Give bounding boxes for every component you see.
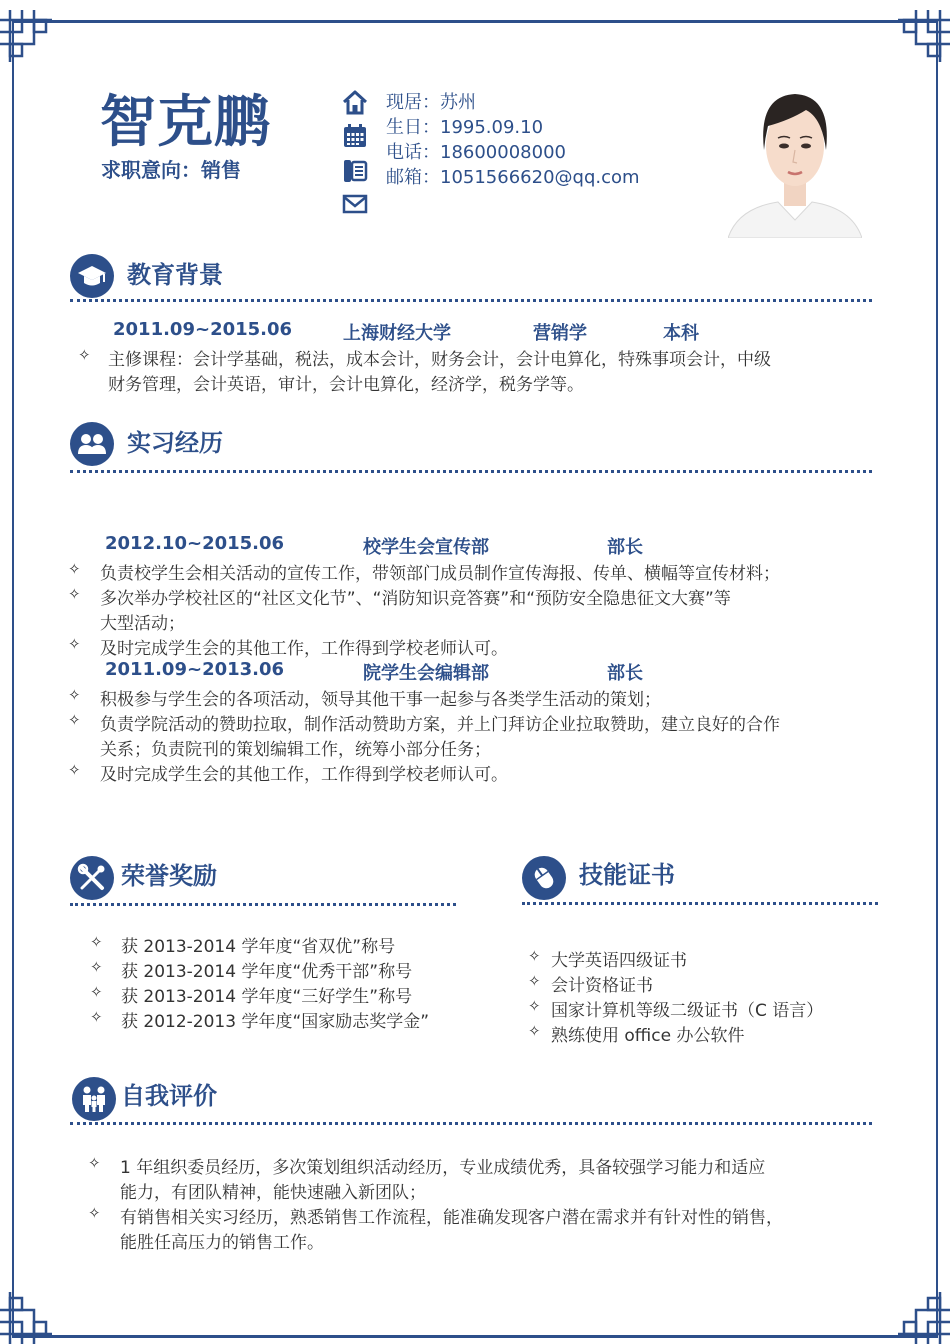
corner-ornament-bottom-right [888,1282,950,1344]
profile-photo [728,86,862,238]
bullet-icon: ✧ [90,983,103,1001]
self-eval-line: 能力，有团队精神，能快速融入新团队； [120,1183,426,1203]
self-eval-line: 能胜任高压力的销售工作。 [120,1233,324,1253]
bullet-icon: ✧ [68,761,81,779]
self-eval-line: 1 年组织委员经历，多次策划组织活动经历，专业成绩优秀，具备较强学习能力和适应 [120,1158,766,1178]
bullet-icon: ✧ [528,972,541,990]
honor-item: 获 2012-2013 学年度“国家励志奖学金” [121,1012,430,1032]
job-duty-line: 积极参与学生会的各项活动，领导其他干事一起参与各类学生活动的策划； [100,690,661,710]
self-eval-line: 有销售相关实习经历，熟悉销售工作流程，能准确发现客户潜在需求并有针对性的销售， [120,1208,783,1228]
bullet-icon: ✧ [528,1022,541,1040]
contact-residence: 现居：苏州 [386,92,476,113]
tools-icon [70,856,114,900]
job-period: 2011.09~2013.06 [105,659,285,680]
calendar-icon [341,122,369,150]
corner-ornament-bottom-left [0,1282,62,1344]
applicant-name: 智克鹏 [100,90,271,155]
contact-birthday: 生日：1995.09.10 [386,117,544,138]
bullet-icon: ✧ [528,947,541,965]
education-school: 上海财经大学 [343,323,451,344]
section-title-self: 自我评价 [121,1082,217,1110]
contact-phone: 电话：18600008000 [386,142,566,163]
job-period: 2012.10~2015.06 [105,533,285,554]
contact-email: 邮箱：1051566620@qq.com [386,167,640,188]
family-icon [72,1077,116,1121]
job-duty-line: 负责学院活动的赞助拉取，制作活动赞助方案，并上门拜访企业拉取赞助，建立良好的合作 [100,715,780,735]
job-role: 部长 [607,663,643,684]
section-title-honors: 荣誉奖励 [121,862,217,890]
job-role: 部长 [607,537,643,558]
home-icon [341,88,369,116]
graduation-cap-icon [70,254,114,298]
honor-item: 获 2013-2014 学年度“优秀干部”称号 [121,962,413,982]
bullet-icon: ✧ [68,560,81,578]
honor-item: 获 2013-2014 学年度“省双优”称号 [121,937,396,957]
bullet-icon: ✧ [90,958,103,976]
bullet-icon: ✧ [90,933,103,951]
job-duty-line: 大型活动； [100,614,185,634]
honor-item: 获 2013-2014 学年度“三好学生”称号 [121,987,413,1007]
corner-ornament-top-left [0,10,62,72]
education-major: 营销学 [533,323,587,344]
mail-icon [341,190,369,218]
bullet-icon: ✧ [68,686,81,704]
bullet-icon: ✧ [88,1204,101,1222]
job-duty-line: 负责校学生会相关活动的宣传工作，带领部门成员制作宣传海报、传单、横幅等宣传材料； [100,564,780,584]
corner-ornament-top-right [888,10,950,72]
section-divider-internship [70,470,872,473]
section-divider-education [70,299,872,302]
phone-icon [341,157,369,185]
bullet-icon: ✧ [78,346,91,364]
bullet-icon: ✧ [68,711,81,729]
education-period: 2011.09~2015.06 [113,319,293,340]
section-divider-honors [70,903,456,906]
job-duty-line: 多次举办学校社区的“社区文化节”、“消防知识竞答赛”和“预防安全隐患征文大赛”等 [100,589,731,609]
job-duty-line: 及时完成学生会的其他工作，工作得到学校老师认可。 [100,765,508,785]
people-icon [70,422,114,466]
job-duty-line: 及时完成学生会的其他工作，工作得到学校老师认可。 [100,639,508,659]
bullet-icon: ✧ [68,585,81,603]
education-course-line: 主修课程：会计学基础，税法，成本会计，财务会计，会计电算化，特殊事项会计，中级 [108,350,771,370]
skill-item: 熟练使用 office 办公软件 [551,1026,745,1046]
section-title-skills: 技能证书 [579,861,675,889]
bullet-icon: ✧ [528,997,541,1015]
section-title-internship: 实习经历 [127,429,223,457]
job-duty-line: 关系；负责院刊的策划编辑工作，统筹小部分任务； [100,740,491,760]
education-degree: 本科 [663,323,699,344]
skill-item: 大学英语四级证书 [551,951,687,971]
bullet-icon: ✧ [68,635,81,653]
mouse-icon [522,856,566,900]
job-organization: 校学生会宣传部 [363,537,489,558]
bullet-icon: ✧ [88,1154,101,1172]
education-course-line: 财务管理，会计英语，审计，会计电算化，经济学，税务学等。 [108,375,584,395]
section-divider-skills [522,902,878,905]
bullet-icon: ✧ [90,1008,103,1026]
skill-item: 会计资格证书 [551,976,653,996]
section-title-education: 教育背景 [127,261,223,289]
skill-item: 国家计算机等级二级证书（C 语言） [551,1001,824,1021]
job-intent: 求职意向：销售 [101,158,241,182]
job-organization: 院学生会编辑部 [363,663,489,684]
section-divider-self [70,1122,872,1125]
